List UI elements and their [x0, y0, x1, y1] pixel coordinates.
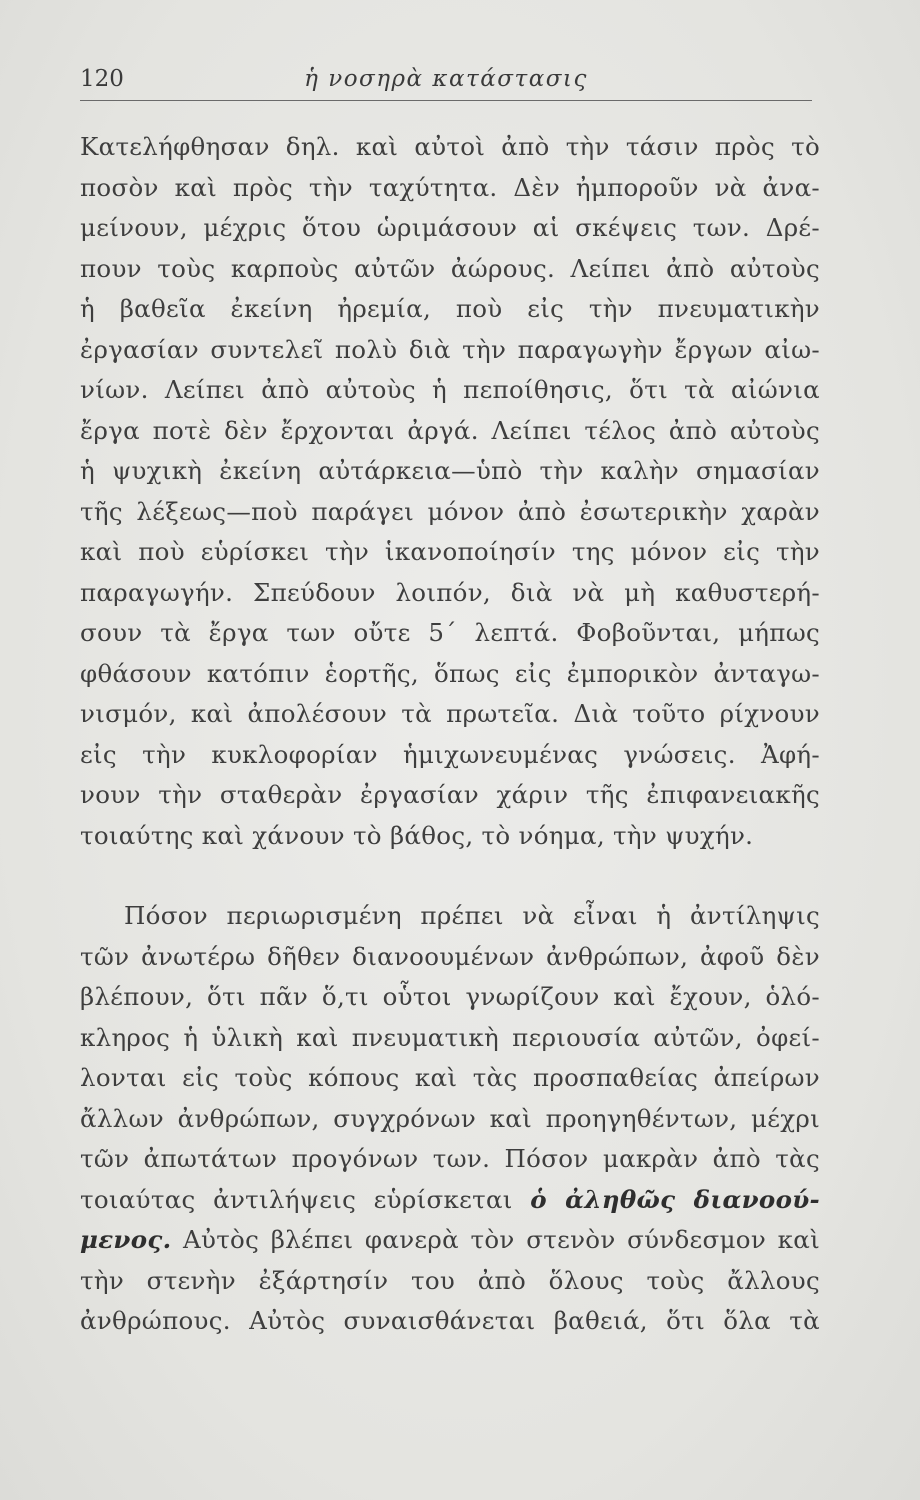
- paragraph-2: [80, 896, 820, 1342]
- text-line: [80, 1180, 820, 1221]
- text-line: ἄλλων ἀνθρώπων, συγχρόνων καὶ προηγηθέντων, μέχρι: [80, 1103, 820, 1133]
- text-line: βλέπουν, ὅτι πᾶν ὅ,τι οὗτοι γνωρίζουν καὶ ἔχουν, ὁλό-: [80, 982, 820, 1011]
- text-line: ποσὸν καὶ πρὸς τὴν ταχύτητα. Δὲν ἠμποροῦν νὰ ἀνα-: [80, 172, 820, 202]
- page-number: 120: [80, 66, 124, 92]
- body-text: [80, 127, 820, 1342]
- text-line: νουν τὴν σταθερὰν ἐργασίαν χάριν τῆς ἐπιφανειακῆς: [80, 780, 820, 809]
- text-run: τοιαύτας ἀντιλήψεις εὑρίσκεται: [80, 1184, 531, 1214]
- text-line: ἡ ψυχικὴ ἐκείνη αὐτάρκεια—ὑπὸ τὴν καλὴν σημασίαν: [80, 456, 820, 485]
- text-line: Πόσον περιωρισμένη πρέπει νὰ εἶναι ἡ ἀντίληψις: [124, 901, 820, 930]
- text-line: πουν τοὺς καρποὺς αὐτῶν ἀώρους. Λείπει ἀπὸ αὐτοὺς: [80, 253, 820, 283]
- text-line: λονται εἰς τοὺς κόπους καὶ τὰς προσπαθείας ἀπείρων: [80, 1063, 820, 1092]
- text-line: ἐργασίαν συντελεῖ πολὺ διὰ τὴν παραγωγὴν ἔργων αἰω-: [80, 334, 820, 364]
- text-line: νισμόν, καὶ ἀπολέσουν τὰ πρωτεῖα. Διὰ τοῦτο ρίχνουν: [80, 699, 820, 728]
- text-line: φθάσουν κατόπιν ἑορτῆς, ὅπως εἰς ἐμπορικὸν ἀνταγω-: [80, 658, 820, 688]
- text-line: κληρος ἡ ὑλικὴ καὶ πνευματικὴ περιουσία αὐτῶν, ὀφεί-: [80, 1022, 820, 1052]
- text-line: νίων. Λείπει ἀπὸ αὐτοὺς ἡ πεποίθησις, ὅτι τὰ αἰώνια: [80, 375, 820, 404]
- running-title: ἡ νοσηρὰ κατάστασις: [304, 66, 588, 92]
- text-line: τῶν ἀπωτάτων προγόνων των. Πόσον μακρὰν ἀπὸ τὰς: [80, 1144, 820, 1173]
- text-line: ἔργα ποτὲ δὲν ἔρχονται ἀργά. Λείπει τέλος ἀπὸ αὐτοὺς: [80, 415, 820, 445]
- text-line: τοιαύτης καὶ χάνουν τὸ βάθος, τὸ νόημα, τὴν ψυχήν.: [80, 820, 754, 850]
- text-line: ἡ βαθεῖα ἐκείνη ἠρεμία, ποὺ εἰς τὴν πνευματικὴν: [80, 294, 820, 323]
- text-line: τῶν ἀνωτέρω δῆθεν διανοουμένων ἀνθρώπων, ἀφοῦ δὲν: [80, 941, 820, 971]
- text-line: Κατελήφθησαν δηλ. καὶ αὐτοὶ ἀπὸ τὴν τάσιν πρὸς τὸ: [80, 132, 820, 161]
- text-line: εἰς τὴν κυκλοφορίαν ἡμιχωνευμένας γνώσεις. Ἀφή-: [80, 739, 820, 769]
- emphasized-phrase: μενος.: [80, 1225, 172, 1254]
- running-head: [80, 64, 812, 101]
- text-line: σουν τὰ ἔργα των οὔτε 5΄ λεπτά. Φοβοῦνται, μήπως: [80, 618, 820, 647]
- text-line: ἀνθρώπους. Αὐτὸς συναισθάνεται βαθειά, ὅτι ὅλα τὰ: [80, 1306, 820, 1335]
- text-run: Αὐτὸς βλέπει φανερὰ τὸν στενὸν σύνδεσμον καὶ: [171, 1225, 820, 1254]
- text-line: τὴν στενὴν ἐξάρτησίν του ἀπὸ ὅλους τοὺς ἄλλους: [80, 1265, 820, 1295]
- emphasized-phrase: ὁ ἀληθῶς διανοού-: [530, 1184, 820, 1214]
- text-line: [80, 1220, 820, 1261]
- text-line: παραγωγήν. Σπεύδουν λοιπόν, διὰ νὰ μὴ καθυστερή-: [80, 577, 820, 607]
- text-line: μείνουν, μέχρις ὅτου ὡριμάσουν αἱ σκέψεις των. Δρέ-: [80, 213, 820, 242]
- paragraph-gap: [80, 856, 820, 896]
- paragraph-1: [80, 127, 820, 856]
- text-line: τῆς λέξεως—ποὺ παράγει μόνον ἀπὸ ἐσωτερικὴν χαρὰν: [80, 496, 820, 526]
- text-line: καὶ ποὺ εὑρίσκει τὴν ἱκανοποίησίν της μόνον εἰς τὴν: [80, 537, 820, 566]
